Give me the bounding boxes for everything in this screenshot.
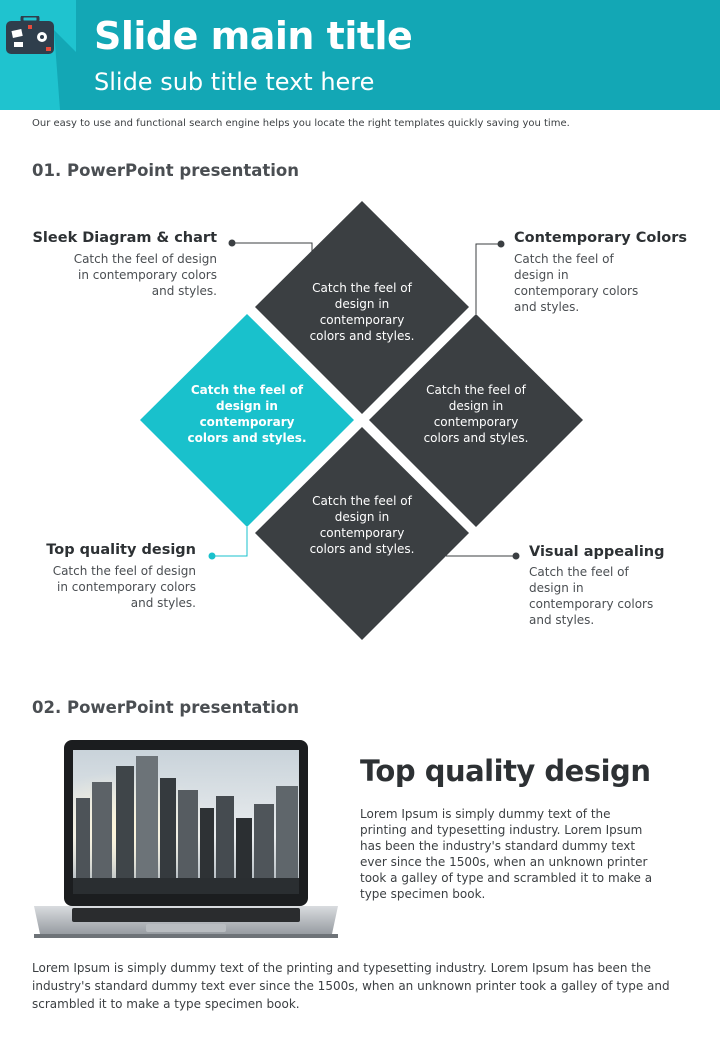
connector-dot-bottom-left <box>209 553 216 560</box>
callout-bottom-right-desc: Catch the feel of design in contemporary colors and styles. <box>529 565 654 627</box>
page-subtitle: Slide sub title text here <box>94 68 375 96</box>
section-2-title: 02. PowerPoint presentation <box>32 698 299 717</box>
connector-dot-bottom-right <box>513 553 520 560</box>
connector-bottom-left <box>212 527 247 556</box>
feature-title: Top quality design <box>360 754 651 788</box>
diamond-right-text: Catch the feel of design in contemporary colors and styles. <box>423 383 529 445</box>
connector-dot-top-right <box>498 241 505 248</box>
bottom-paragraph: Lorem Ipsum is simply dummy text of the printing and typesetting industry. Lorem Ipsum has been the industry's standard dummy text ever since the 1500s, when an unknown printer took a galley of type and scrambled it to make a type specimen book. <box>32 961 670 1011</box>
diamond-left-text: Catch the feel of design in contemporary colors and styles. <box>187 383 307 445</box>
header-banner <box>0 0 720 110</box>
intro-text: Our easy to use and functional search engine helps you locate the right templates quickly saving you time. <box>32 118 570 129</box>
briefcase-icon <box>6 16 54 54</box>
callout-top-right-desc: Catch the feel of design in contemporary colors and styles. <box>514 252 639 314</box>
callout-top-left-title: Sleek Diagram & chart <box>32 230 217 246</box>
connector-dot-top-left <box>229 240 236 247</box>
connector-top-left <box>232 243 312 253</box>
laptop-city-image <box>32 738 340 940</box>
feature-description: Lorem Ipsum is simply dummy text of the printing and typesetting industry. Lorem Ipsum has been the industry's standard dummy text ever since the 1500s, when an unknown printer took a galley of type and scrambled it to make a type specimen book. <box>360 807 653 901</box>
callout-bottom-left-desc: Catch the feel of design in contemporary colors and styles. <box>52 564 196 610</box>
page-title: Slide main title <box>94 14 413 58</box>
callout-top-right-title: Contemporary Colors <box>514 230 688 246</box>
section-1-title: 01. PowerPoint presentation <box>32 161 299 180</box>
diamond-bottom-text: Catch the feel of design in contemporary colors and styles. <box>309 494 415 556</box>
callout-bottom-left-title: Top quality design <box>46 542 196 558</box>
callout-bottom-right-title: Visual appealing <box>529 544 665 560</box>
diamond-diagram <box>0 190 720 650</box>
callout-top-left-desc: Catch the feel of design in contemporary colors and styles. <box>73 252 217 298</box>
diamond-top-text: Catch the feel of design in contemporary colors and styles. <box>309 281 415 343</box>
connector-top-right <box>476 244 501 314</box>
